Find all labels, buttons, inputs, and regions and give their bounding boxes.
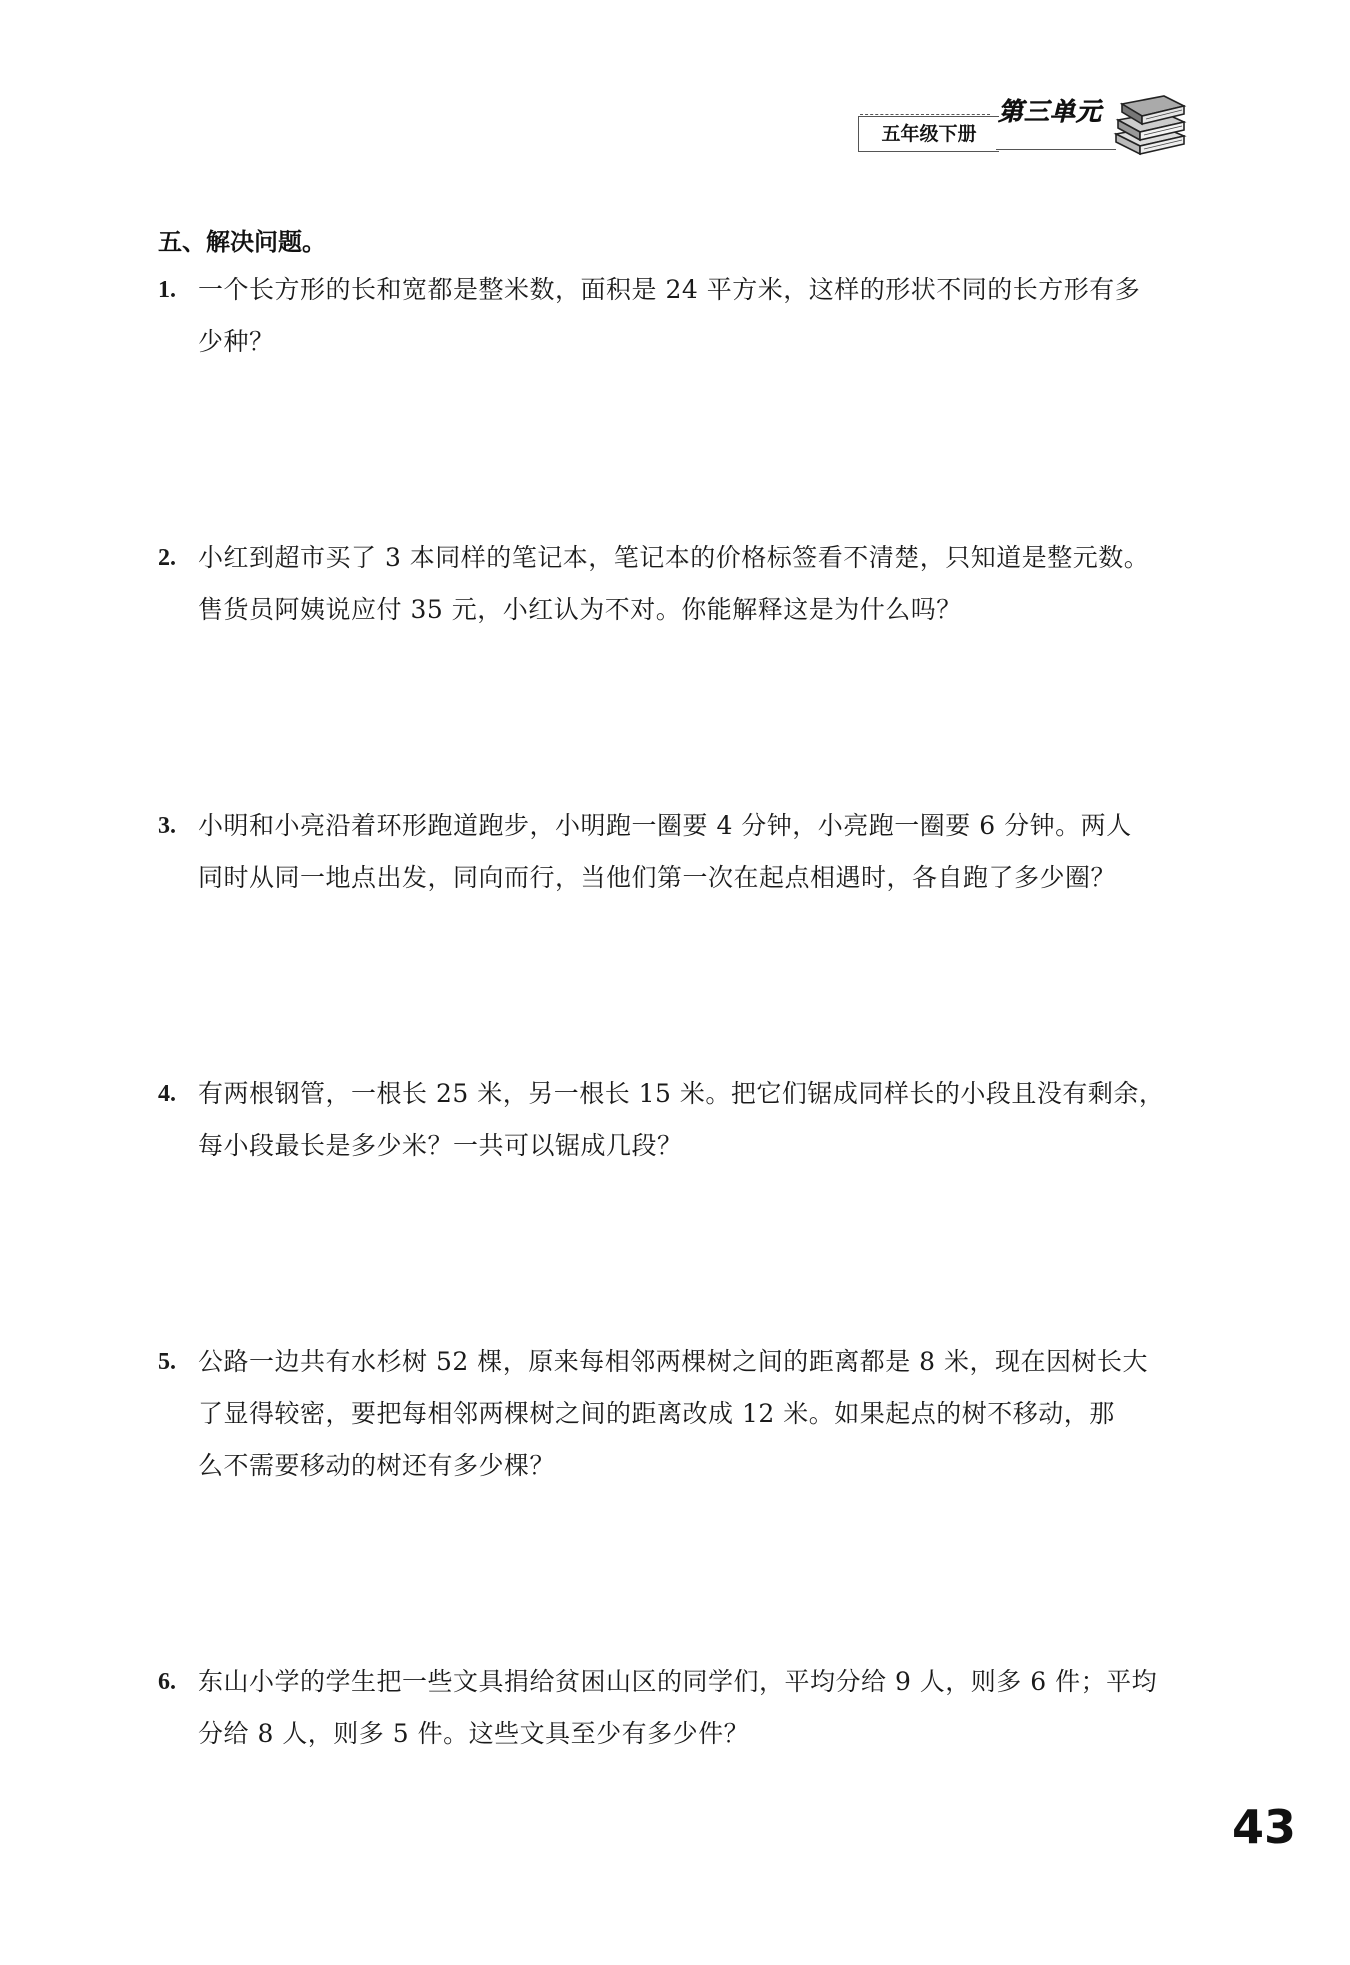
question-line: 小明和小亮沿着环形跑道跑步，小明跑一圈要 4 分钟，小亮跑一圈要 6 分钟。两人	[198, 811, 1132, 840]
section-title: 五、解决问题。	[158, 228, 326, 256]
question-number: 2.	[158, 545, 176, 571]
question-line: 售货员阿姨说应付 35 元，小红认为不对。你能解释这是为什么吗？	[198, 595, 962, 624]
question-text	[198, 1336, 1198, 1492]
question-text	[198, 1656, 1198, 1760]
question-number: 1.	[158, 277, 176, 303]
question-number: 5.	[158, 1349, 176, 1375]
question-number: 4.	[158, 1081, 176, 1107]
books-icon	[1108, 86, 1188, 158]
question-line: 每小段最长是多少米？一共可以锯成几段？	[198, 1131, 683, 1160]
question-3	[158, 800, 1198, 904]
header-leader-line	[860, 114, 990, 115]
question-text	[198, 264, 1198, 368]
question-text	[198, 1068, 1198, 1172]
question-text	[198, 532, 1198, 636]
question-line: 么不需要移动的树还有多少棵？	[198, 1451, 556, 1480]
question-line: 东山小学的学生把一些文具捐给贫困山区的同学们，平均分给 9 人，则多 6 件；平均	[198, 1667, 1158, 1696]
page-number: 43	[1232, 1800, 1297, 1854]
grade-label: 五年级下册	[858, 116, 999, 152]
unit-title: 第三单元	[998, 97, 1103, 126]
question-line: 一个长方形的长和宽都是整米数，面积是 24 平方米，这样的形状不同的长方形有多	[198, 275, 1141, 304]
question-line: 了显得较密，要把每相邻两棵树之间的距离改成 12 米。如果起点的树不移动，那	[198, 1399, 1115, 1428]
question-4	[158, 1068, 1198, 1172]
question-text	[198, 800, 1198, 904]
question-line: 分给 8 人，则多 5 件。这些文具至少有多少件？	[198, 1719, 750, 1748]
question-line: 小红到超市买了 3 本同样的笔记本，笔记本的价格标签看不清楚，只知道是整元数。	[198, 543, 1150, 572]
question-1	[158, 264, 1198, 368]
page-header	[858, 86, 1188, 158]
question-number: 6.	[158, 1669, 176, 1695]
question-number: 3.	[158, 813, 176, 839]
question-line: 公路一边共有水杉树 52 棵，原来每相邻两棵树之间的距离都是 8 米，现在因树长大	[198, 1347, 1149, 1376]
question-2	[158, 532, 1198, 636]
question-line: 同时从同一地点出发，同向而行，当他们第一次在起点相遇时，各自跑了多少圈？	[198, 863, 1117, 892]
unit-underline	[996, 149, 1116, 150]
question-line: 少种？	[198, 327, 275, 356]
question-6	[158, 1656, 1198, 1760]
question-5	[158, 1336, 1198, 1492]
question-line: 有两根钢管，一根长 25 米，另一根长 15 米。把它们锯成同样长的小段且没有剩余，	[198, 1079, 1165, 1108]
